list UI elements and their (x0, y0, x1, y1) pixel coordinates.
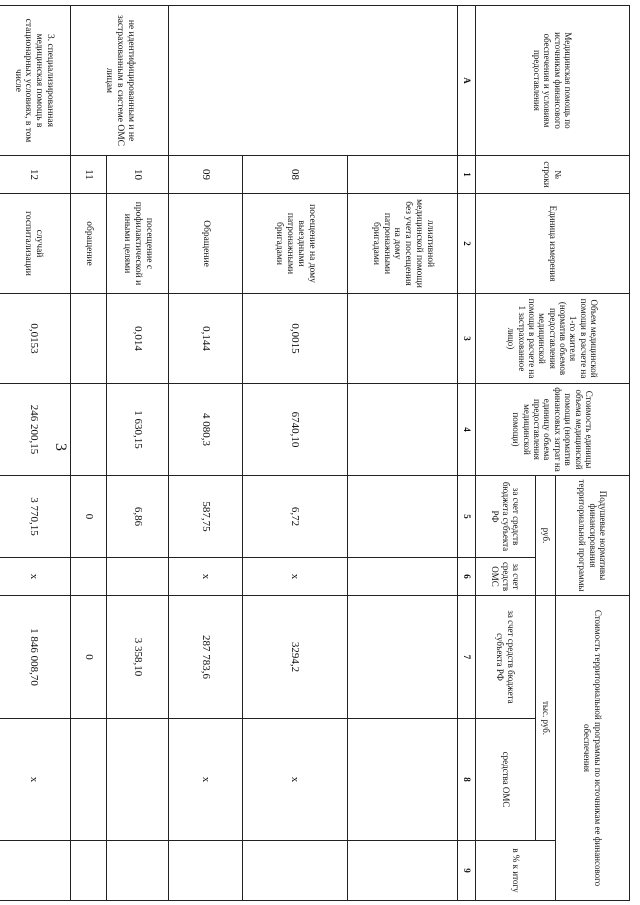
row-per-capita-oms: х (0, 558, 71, 596)
row-unit-cost: 246 200,15 (0, 384, 71, 476)
row-per-capita-budget: 0 (71, 476, 107, 558)
row-cost-budget: 3294,2 (243, 596, 348, 719)
header-index: 6 (458, 558, 476, 596)
table-row (0, 6, 71, 901)
row-cost-budget: 0 (71, 596, 107, 719)
row-percent (348, 841, 458, 901)
row-percent (71, 841, 107, 901)
header-col-6: за счет средств ОМС (476, 558, 536, 596)
row-cost-oms: х (0, 719, 71, 841)
header-index: 2 (458, 194, 476, 294)
row-per-capita-oms (107, 558, 169, 596)
row-per-capita-budget: 3 770,15 (0, 476, 71, 558)
program-cost-table (0, 5, 630, 901)
header-per-capita-group: Подушевые нормативы финансирования территориальной программы (556, 476, 630, 596)
header-col-5: за счет средств бюджета субъекта РФ (476, 476, 536, 558)
row-volume: 0,014 (107, 294, 169, 384)
row-group-label: 3. специализированная медицинская помощь в стационарных условиях, в том числе (0, 6, 71, 156)
header-col-7: за счет средств бюджета субъекта РФ (476, 596, 536, 719)
row-per-capita-budget (348, 476, 458, 558)
row-number: 11 (71, 156, 107, 194)
header-index: 1 (458, 156, 476, 194)
header-col-a: Медицинская помощь по источникам финансового обеспечения и условиям предоставления (476, 6, 630, 156)
header-index: 4 (458, 384, 476, 476)
row-cost-oms: х (243, 719, 348, 841)
row-number: 12 (0, 156, 71, 194)
header-index: 9 (458, 841, 476, 901)
header-col-2: Единица измерения (476, 194, 630, 294)
row-unit: ллиативной медицинской помощи без учета посещения на дому патронажными бригадами (348, 194, 458, 294)
header-index: 8 (458, 719, 476, 841)
row-number: 10 (107, 156, 169, 194)
row-per-capita-oms (348, 558, 458, 596)
row-percent (0, 841, 71, 901)
row-group-label: не идентифицированным и не застрахованным в системе ОМС лицам (71, 6, 169, 156)
row-percent (107, 841, 169, 901)
table-row (107, 6, 169, 901)
row-cost-budget: 3 358,10 (107, 596, 169, 719)
header-index: 3 (458, 294, 476, 384)
row-number: 09 (169, 156, 243, 194)
header-program-cost-group: Стоимость территориальной программы по источникам ее финансового обеспечения (556, 596, 630, 901)
row-unit-cost: 4 080,3 (169, 384, 243, 476)
row-unit: Обращение (169, 194, 243, 294)
row-unit: посещение с профилактической и иными целями (107, 194, 169, 294)
row-cost-oms (348, 719, 458, 841)
row-number (348, 156, 458, 194)
header-unit-rub: руб. (536, 476, 556, 596)
row-per-capita-oms (71, 558, 107, 596)
header-index: А (458, 6, 476, 156)
header-unit-thousand-rub: тыс. руб. (536, 596, 556, 841)
row-cost-oms (107, 719, 169, 841)
header-col-4: Стоимость единицы объема медицинской помощи (норматив финансовых затрат на единицу объема предоставления медицинской помощи) (476, 384, 630, 476)
row-unit: посещение на дому выездными патронажными бригадами (243, 194, 348, 294)
row-cost-oms (71, 719, 107, 841)
row-unit-cost (71, 384, 107, 476)
row-volume: 0,144 (169, 294, 243, 384)
row-unit-cost: 6740,10 (243, 384, 348, 476)
row-per-capita-oms: х (169, 558, 243, 596)
row-number: 08 (243, 156, 348, 194)
row-group-label (169, 6, 458, 156)
row-cost-budget: 287 783,6 (169, 596, 243, 719)
row-volume: 0,0015 (243, 294, 348, 384)
header-col-9: в % к итогу (476, 841, 556, 901)
row-cost-budget (348, 596, 458, 719)
page-number: 3 (52, 443, 69, 451)
row-per-capita-budget: 6,72 (243, 476, 348, 558)
header-index: 5 (458, 476, 476, 558)
header-col-8: средства ОМС (476, 719, 536, 841)
row-unit: случай госпитализации (0, 194, 71, 294)
row-per-capita-budget: 6,86 (107, 476, 169, 558)
row-per-capita-oms: х (243, 558, 348, 596)
header-index-row (458, 6, 476, 901)
row-cost-budget: 1 846 008,70 (0, 596, 71, 719)
row-percent (169, 841, 243, 901)
row-percent (243, 841, 348, 901)
row-unit: обращение (71, 194, 107, 294)
rotated-table-container (12, 5, 630, 900)
row-per-capita-budget: 587,75 (169, 476, 243, 558)
header-index: 7 (458, 596, 476, 719)
table-row (348, 6, 458, 901)
row-volume: 0,0153 (0, 294, 71, 384)
header-col-3: Объем медицинской помощи в расчете на 1-го жителя (норматив объемов предоставления медицинской помощи в расчете на 1 застрахованное лицо) (476, 294, 630, 384)
row-unit-cost (348, 384, 458, 476)
header-col-1: № строки (476, 156, 630, 194)
row-unit-cost: 1 630,15 (107, 384, 169, 476)
header-row-1 (556, 6, 630, 901)
row-cost-oms: х (169, 719, 243, 841)
row-volume (348, 294, 458, 384)
row-volume (71, 294, 107, 384)
